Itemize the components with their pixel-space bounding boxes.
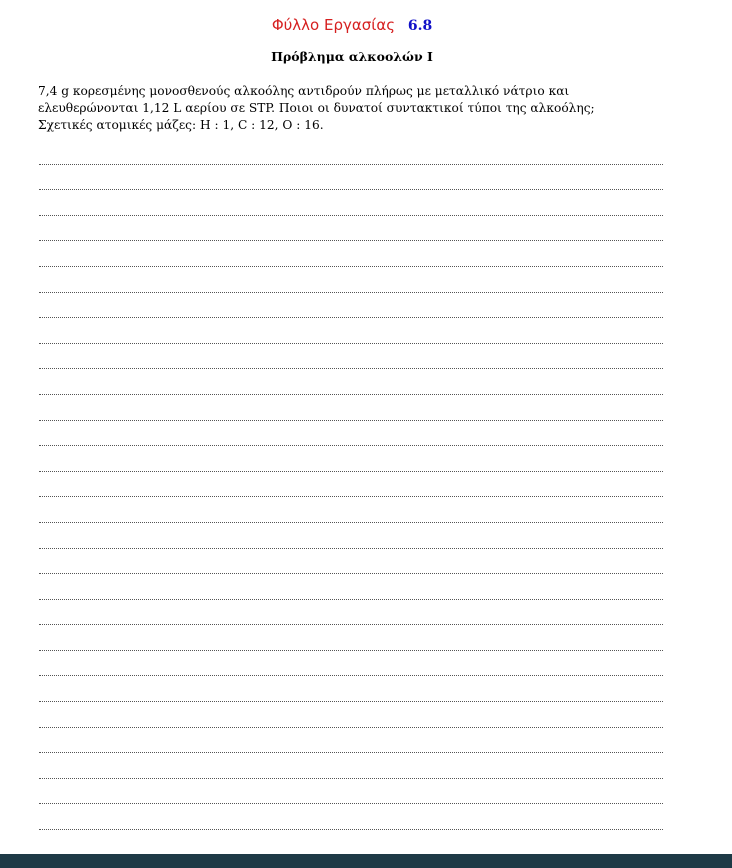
answer-line[interactable] [39,683,663,709]
answer-line[interactable] [39,274,663,300]
answer-line[interactable] [39,760,663,786]
answer-line[interactable] [39,172,663,198]
worksheet-header [0,16,704,34]
worksheet-number: 6.8 [407,18,433,34]
worksheet-title: Φύλλο Εργασίας [271,16,396,34]
problem-title: Πρόβλημα αλκοολών Ι [271,49,433,64]
answer-line[interactable] [39,146,663,172]
answer-line[interactable] [39,530,663,556]
problem-statement [38,83,668,134]
answer-line[interactable] [39,248,663,274]
answer-line[interactable] [39,197,663,223]
answer-line[interactable] [39,632,663,658]
answer-line[interactable] [39,351,663,377]
answer-line[interactable] [39,709,663,735]
answer-line[interactable] [39,453,663,479]
atomic-masses: Σχετικές ατομικές μάζες: Η : 1, C : 12, Ο : 16. [38,118,324,132]
answer-line[interactable] [39,735,663,761]
answer-line[interactable] [39,223,663,249]
answer-line[interactable] [39,607,663,633]
footer-bar [0,854,732,868]
answer-line[interactable] [39,402,663,428]
answer-line[interactable] [39,811,663,837]
answer-line[interactable] [39,325,663,351]
answer-line[interactable] [39,556,663,582]
answer-line[interactable] [39,428,663,454]
problem-text: 7,4 g κορεσμένης μονοσθενούς αλκοόλης αντιδρούν πλήρως με μεταλλικό νάτριο και ελευθερώνονται 1,12 L αερίου σε STP. Ποιοι οι δυνατοί συντακτικοί τύποι της αλκοόλης; [38,84,595,115]
answer-line[interactable] [39,504,663,530]
answer-line[interactable] [39,300,663,326]
answer-line[interactable] [39,658,663,684]
answer-line[interactable] [39,376,663,402]
answer-line[interactable] [39,581,663,607]
answer-line[interactable] [39,786,663,812]
answer-line[interactable] [39,479,663,505]
answer-area[interactable] [39,146,663,837]
